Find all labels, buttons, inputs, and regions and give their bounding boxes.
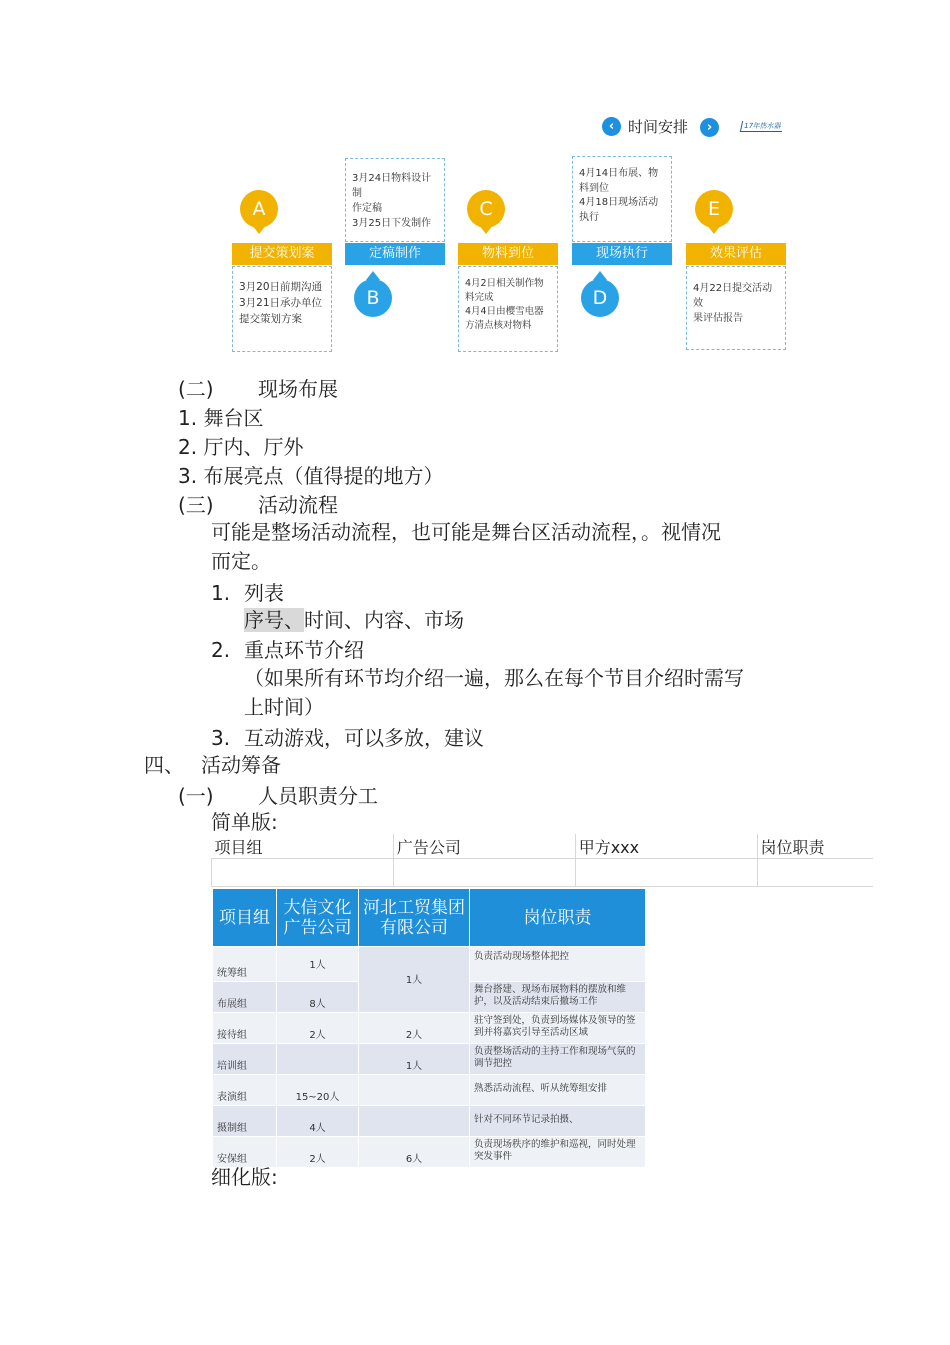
- chevron-left-icon[interactable]: ‹: [602, 117, 621, 136]
- list-2-number: 2.: [211, 638, 231, 662]
- table-cell-group: 摄制组: [213, 1106, 277, 1137]
- stage-b-line-3: 3月25日下发制作: [352, 218, 432, 229]
- stage-b-line-1: 3月24日物料设计制: [352, 173, 432, 199]
- stage-a-line-1: 3月20日前期沟通: [239, 281, 323, 293]
- table-cell-duty: 负责现场秩序的维护和巡视，同时处理突发事件: [470, 1137, 646, 1168]
- table-header-group: 项目组: [213, 889, 277, 947]
- staff-duty-table: [212, 888, 646, 1168]
- list-1-number: 1.: [211, 581, 231, 605]
- highlighted-text: 序号、: [244, 608, 304, 632]
- table-cell-group: 安保组: [213, 1137, 277, 1168]
- simple-header-group: 项目组: [212, 834, 394, 859]
- stage-e-label: 效果评估: [686, 243, 786, 265]
- stage-c-pin: C: [467, 190, 505, 228]
- list-2-text: 重点环节介绍: [244, 638, 364, 662]
- stage-c-line-1: 4月2日相关制作物: [465, 278, 544, 289]
- item-hall: 2. 厅内、厅外: [178, 435, 304, 459]
- list-3-text: 互动游戏，可以多放，建议: [244, 726, 484, 750]
- table-cell-duty: 负责整场活动的主持工作和现场气氛的调节把控: [470, 1044, 646, 1075]
- table-cell-ad: 2人: [277, 1137, 359, 1168]
- table-cell-client: 1人: [359, 947, 470, 1013]
- table-cell-ad: 1人: [277, 947, 359, 982]
- table-header-duty: 岗位职责: [470, 889, 646, 947]
- stage-a-label: 提交策划案: [232, 243, 332, 265]
- stage-b-line-2: 作定稿: [352, 203, 382, 214]
- table-cell-group: 表演组: [213, 1075, 277, 1106]
- table-cell-client: [359, 1075, 470, 1106]
- simple-version-label: 简单版:: [211, 810, 278, 834]
- stage-d-label: 现场执行: [572, 243, 672, 265]
- stage-a-pin: A: [240, 190, 278, 228]
- section-2-number: (二): [178, 377, 214, 401]
- table-header-ad: 大信文化 广告公司: [277, 889, 359, 947]
- table-cell-client: 1人: [359, 1044, 470, 1075]
- section-1-number: (一): [178, 784, 214, 808]
- stage-c-label: 物料到位: [458, 243, 558, 265]
- list-1-detail: [244, 607, 464, 633]
- stage-c-pin-tail: [479, 225, 493, 234]
- table-cell-ad: 2人: [277, 1013, 359, 1044]
- timeline-header-title: 时间安排: [628, 118, 689, 136]
- item-highlights: 3. 布展亮点（值得提的地方）: [178, 464, 444, 488]
- stage-a-pin-tail: [252, 225, 266, 234]
- item-stage-area: 1. 舞台区: [178, 406, 264, 430]
- list-2-detail-line-1: （如果所有环节均介绍一遍，那么在每个节目介绍时需写: [244, 666, 744, 690]
- table-cell-duty: 驻守签到处，负责到场媒体及领导的签到并将嘉宾引导至活动区域: [470, 1013, 646, 1044]
- table-cell-group: 布展组: [213, 982, 277, 1013]
- stage-d-pin: D: [581, 279, 619, 317]
- simple-cell[interactable]: [212, 859, 394, 887]
- stage-c-line-4: 方清点核对物料: [465, 320, 532, 331]
- paragraph-flow-line-1: 可能是整场活动流程，也可能是舞台区活动流程，。视情况: [211, 520, 721, 544]
- simple-cell[interactable]: [393, 859, 575, 887]
- table-cell-ad: 8人: [277, 982, 359, 1013]
- list-2-detail-line-2: 上时间）: [244, 695, 324, 719]
- stage-e-pin: E: [695, 190, 733, 228]
- table-cell-group: 培训组: [213, 1044, 277, 1075]
- stage-e-pin-tail: [707, 225, 721, 234]
- list-3-number: 3.: [211, 726, 231, 750]
- section-2-title: 现场布展: [258, 377, 338, 401]
- table-cell-ad: [277, 1044, 359, 1075]
- section-1-title: 人员职责分工: [258, 784, 378, 808]
- list-1-detail-rest: 时间、内容、市场: [304, 608, 464, 632]
- stage-d-line-4: 执行: [579, 211, 599, 223]
- table-cell-ad: 4人: [277, 1106, 359, 1137]
- stage-c-line-2: 料完成: [465, 292, 494, 303]
- refined-version-label: 细化版:: [211, 1165, 278, 1189]
- simple-header-duty: 岗位职责: [757, 834, 873, 859]
- stage-b-label: 定稿制作: [345, 243, 445, 265]
- paragraph-flow-line-2: 而定。: [211, 549, 271, 573]
- table-cell-duty: 负责活动现场整体把控: [470, 947, 646, 982]
- stage-e-line-2: 果评估报告: [693, 313, 743, 324]
- stage-d-line-1: 4月14日布展、物: [579, 168, 659, 179]
- simple-header-ad: 广告公司: [393, 834, 575, 859]
- table-header-client: 河北工贸集团 有限公司: [359, 889, 470, 947]
- stage-e-detail: [686, 266, 786, 350]
- list-1-text: 列表: [244, 581, 284, 605]
- brand-logo: 17年热水器: [740, 121, 784, 132]
- stage-b-pin: B: [354, 279, 392, 317]
- stage-d-detail: [572, 156, 672, 242]
- stage-d-line-3: 4月18日现场活动: [579, 197, 659, 208]
- simple-table: [211, 834, 873, 887]
- chevron-right-icon[interactable]: ›: [700, 118, 719, 137]
- table-cell-group: 统筹组: [213, 947, 277, 982]
- table-cell-client: 6人: [359, 1137, 470, 1168]
- stage-a-detail: [232, 266, 332, 352]
- simple-header-client: 甲方xxx: [575, 834, 757, 859]
- section-3-number: (三): [178, 493, 214, 517]
- table-cell-group: 接待组: [213, 1013, 277, 1044]
- stage-b-detail: [345, 158, 445, 242]
- table-cell-ad: 15~20人: [277, 1075, 359, 1106]
- simple-cell[interactable]: [757, 859, 873, 887]
- stage-a-line-3: 提交策划方案: [239, 313, 302, 325]
- stage-e-line-1: 4月22日提交活动效: [693, 283, 773, 309]
- table-cell-duty: 针对不同环节记录拍摄、: [470, 1106, 646, 1137]
- chapter-4-number: 四、: [144, 753, 184, 777]
- stage-a-line-2: 3月21日承办单位: [239, 297, 323, 309]
- table-cell-duty: 熟悉活动流程、听从统筹组安排: [470, 1075, 646, 1106]
- simple-cell[interactable]: [575, 859, 757, 887]
- stage-c-detail: [458, 266, 558, 352]
- table-cell-client: 2人: [359, 1013, 470, 1044]
- section-3-title: 活动流程: [258, 493, 338, 517]
- stage-d-line-2: 料到位: [579, 182, 609, 194]
- table-cell-duty: 舞台搭建、现场布展物料的摆放和维护，以及活动结束后撤场工作: [470, 982, 646, 1013]
- stage-c-line-3: 4月4日由樱雪电器: [465, 306, 544, 317]
- table-cell-client: [359, 1106, 470, 1137]
- chapter-4-title: 活动筹备: [201, 753, 281, 777]
